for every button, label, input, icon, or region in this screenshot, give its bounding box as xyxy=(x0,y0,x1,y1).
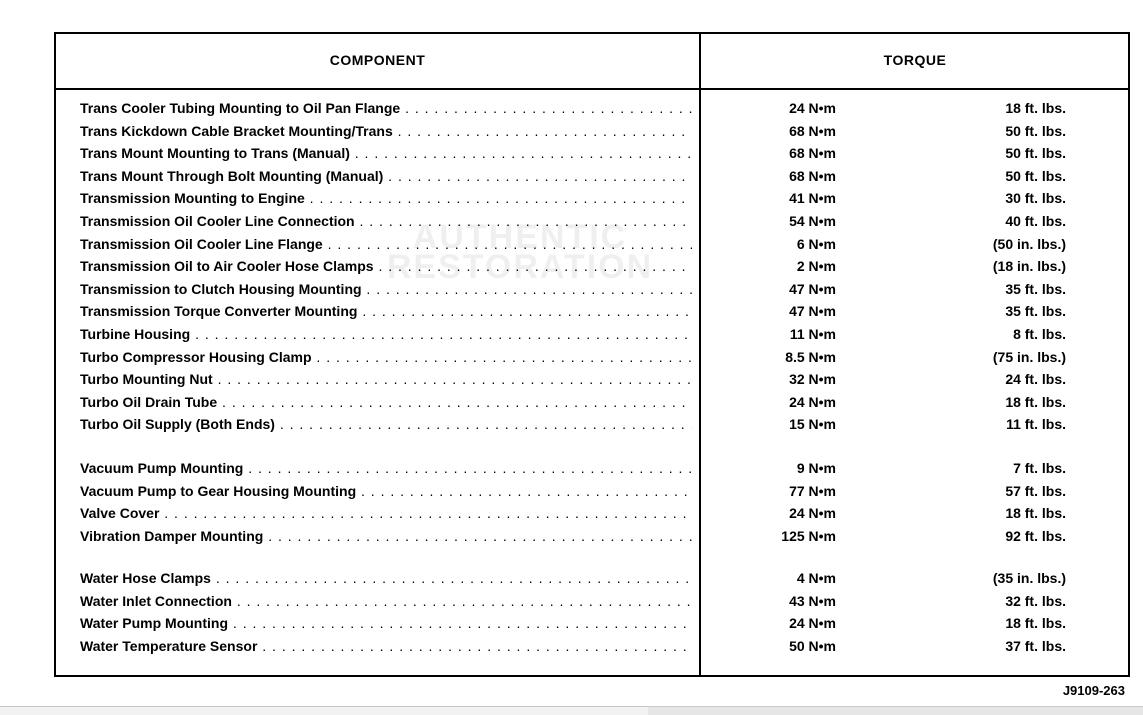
table-row xyxy=(56,121,1128,143)
table-row xyxy=(56,568,1128,590)
component-name: Turbo Mounting Nut . . . xyxy=(80,371,692,387)
component-name: Vacuum Pump to Gear Housing Mounting . . . xyxy=(80,483,692,499)
column-header-component: COMPONENT xyxy=(329,52,426,68)
torque-newton-meters: 2 N•m xyxy=(796,258,836,275)
torque-newton-meters: 11 N•m xyxy=(789,326,836,342)
torque-imperial: (35 in. lbs.) xyxy=(992,570,1066,586)
component-name: Transmission Oil to Air Cooler Hose Clamps . . . xyxy=(80,258,692,274)
component-name: Transmission Torque Converter Mounting . . . xyxy=(80,303,692,319)
torque-imperial: 57 ft. lbs. xyxy=(1005,482,1066,499)
torque-newton-meters: 47 N•m xyxy=(789,303,836,320)
component-name: Turbine Housing . . . xyxy=(80,326,692,342)
table-row xyxy=(56,301,1128,323)
component-name: Trans Mount Mounting to Trans (Manual) . . . xyxy=(80,145,692,161)
component-name: Transmission Mounting to Engine . . . xyxy=(80,190,692,206)
component-name: Transmission to Clutch Housing Mounting . . . xyxy=(80,281,692,297)
table-row xyxy=(56,526,1128,548)
table-row xyxy=(56,369,1128,391)
component-name: Water Inlet Connection . . . xyxy=(80,593,692,609)
component-name: Trans Kickdown Cable Bracket Mounting/Trans . . . xyxy=(80,123,692,139)
component-name: Water Hose Clamps . . . xyxy=(80,570,692,586)
table-row xyxy=(56,613,1128,635)
component-name: Turbo Compressor Housing Clamp . . . xyxy=(80,349,692,365)
table-row xyxy=(56,636,1128,658)
bottom-scrollbar-track[interactable] xyxy=(0,706,648,715)
component-name: Vacuum Pump Mounting . . . xyxy=(80,460,692,476)
torque-newton-meters: 15 N•m xyxy=(789,416,836,433)
header-divider xyxy=(56,88,1128,90)
torque-imperial: 50 ft. lbs. xyxy=(1005,167,1066,184)
torque-newton-meters: 77 N•m xyxy=(789,482,836,499)
table-row xyxy=(56,324,1128,346)
component-name: Transmission Oil Cooler Line Connection . . . xyxy=(80,213,692,229)
torque-imperial: (75 in. lbs.) xyxy=(992,348,1066,365)
component-name: Vibration Damper Mounting . . . xyxy=(80,528,692,544)
table-row xyxy=(56,166,1128,188)
watermark-logo: AUTHENTIC RESTORATION xyxy=(386,218,654,286)
torque-imperial: (18 in. lbs.) xyxy=(992,258,1066,275)
torque-imperial: 18 ft. lbs. xyxy=(1005,615,1066,632)
table-row xyxy=(56,591,1128,613)
torque-newton-meters: 24 N•m xyxy=(789,100,836,116)
torque-imperial: 37 ft. lbs. xyxy=(1005,637,1066,654)
torque-imperial: 24 ft. lbs. xyxy=(1005,371,1066,388)
torque-newton-meters: 125 N•m xyxy=(781,527,836,544)
table-row xyxy=(56,188,1128,210)
torque-spec-table xyxy=(54,32,1130,677)
figure-code: J9109-263 xyxy=(1062,683,1125,698)
table-row xyxy=(56,481,1128,503)
torque-imperial: 18 ft. lbs. xyxy=(1005,100,1066,116)
torque-imperial: (50 in. lbs.) xyxy=(992,235,1066,252)
table-row xyxy=(56,414,1128,436)
torque-imperial: 8 ft. lbs. xyxy=(1013,326,1066,342)
torque-newton-meters: 68 N•m xyxy=(789,167,836,184)
torque-imperial: 40 ft. lbs. xyxy=(1005,213,1066,229)
torque-imperial: 35 ft. lbs. xyxy=(1005,303,1066,320)
torque-newton-meters: 54 N•m xyxy=(789,213,836,229)
table-row xyxy=(56,458,1128,480)
torque-imperial: 32 ft. lbs. xyxy=(1005,592,1066,609)
component-name: Water Temperature Sensor . . . xyxy=(80,638,692,654)
component-name: Transmission Oil Cooler Line Flange . . . xyxy=(80,236,692,252)
torque-newton-meters: 24 N•m xyxy=(789,393,836,410)
component-name: Water Pump Mounting . . . xyxy=(80,615,692,631)
torque-imperial: 50 ft. lbs. xyxy=(1005,145,1066,162)
table-row xyxy=(56,392,1128,414)
table-row xyxy=(56,347,1128,369)
component-name: Turbo Oil Drain Tube . . . xyxy=(80,394,692,410)
table-row xyxy=(56,98,1128,120)
torque-newton-meters: 24 N•m xyxy=(789,505,836,522)
torque-newton-meters: 6 N•m xyxy=(796,235,836,252)
torque-imperial: 11 ft. lbs. xyxy=(1006,416,1066,433)
component-name: Turbo Oil Supply (Both Ends) . . . xyxy=(80,416,692,432)
torque-newton-meters: 47 N•m xyxy=(789,280,836,297)
table-row xyxy=(56,143,1128,165)
torque-newton-meters: 24 N•m xyxy=(789,615,836,632)
torque-newton-meters: 68 N•m xyxy=(789,122,836,139)
torque-newton-meters: 41 N•m xyxy=(789,190,836,207)
torque-imperial: 18 ft. lbs. xyxy=(1005,393,1066,410)
component-name: Trans Mount Through Bolt Mounting (Manual) . . . xyxy=(80,168,692,184)
torque-imperial: 30 ft. lbs. xyxy=(1005,190,1066,207)
torque-imperial: 35 ft. lbs. xyxy=(1005,280,1066,297)
bottom-bar-right xyxy=(648,706,1143,715)
torque-newton-meters: 8.5 N•m xyxy=(785,348,836,365)
column-header-torque: TORQUE xyxy=(883,52,947,68)
torque-imperial: 18 ft. lbs. xyxy=(1005,505,1066,522)
table-row xyxy=(56,503,1128,525)
torque-newton-meters: 9 N•m xyxy=(796,460,836,476)
torque-newton-meters: 50 N•m xyxy=(789,637,836,654)
component-name: Valve Cover . . . xyxy=(80,505,692,521)
torque-imperial: 92 ft. lbs. xyxy=(1005,527,1066,544)
torque-newton-meters: 32 N•m xyxy=(789,371,836,388)
torque-imperial: 7 ft. lbs. xyxy=(1013,460,1066,476)
torque-imperial: 50 ft. lbs. xyxy=(1005,122,1066,139)
torque-newton-meters: 43 N•m xyxy=(789,592,836,609)
component-name: Trans Cooler Tubing Mounting to Oil Pan Flange . . . xyxy=(80,100,692,116)
torque-newton-meters: 4 N•m xyxy=(796,570,836,586)
torque-newton-meters: 68 N•m xyxy=(789,145,836,162)
